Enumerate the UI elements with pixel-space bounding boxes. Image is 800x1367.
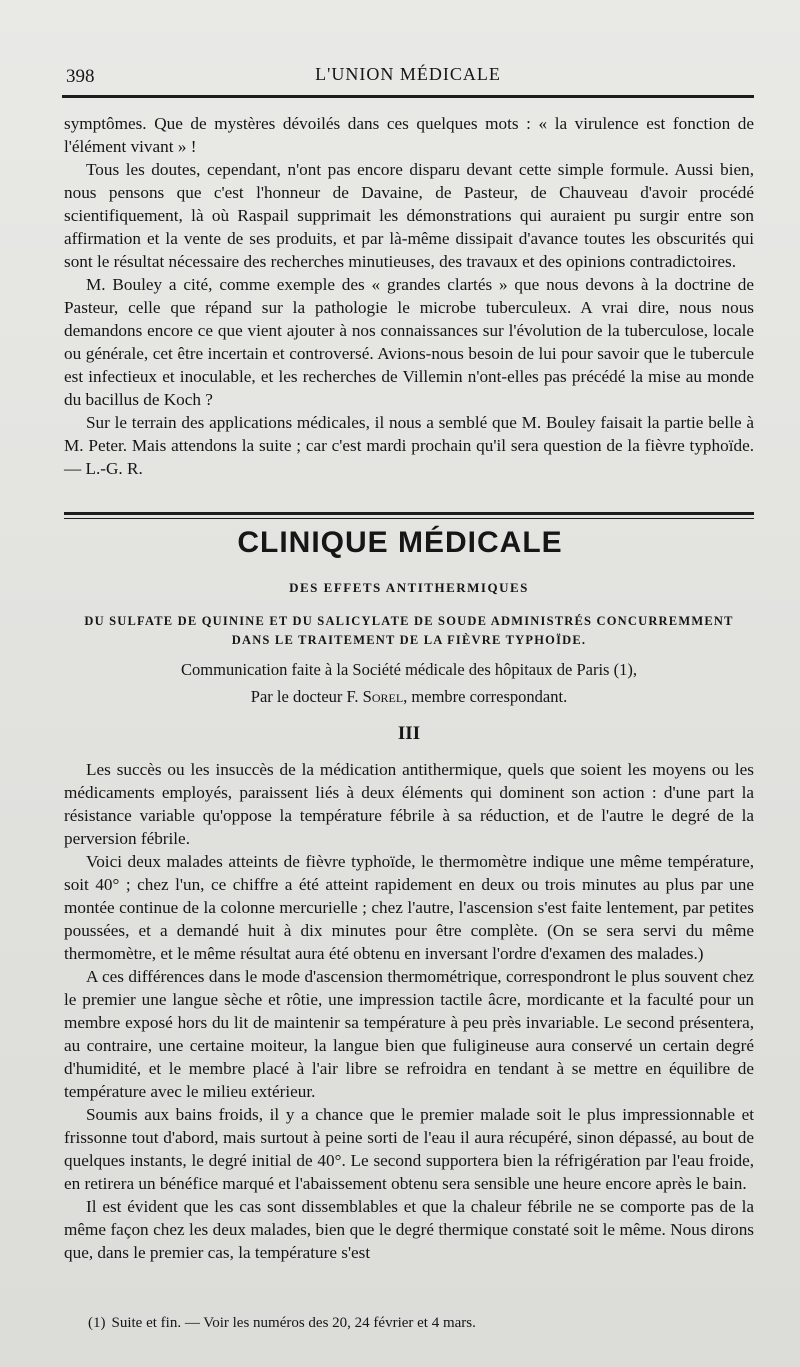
footnote-number: (1) (88, 1315, 106, 1331)
article-subtitle (64, 612, 754, 650)
page-number: 398 (66, 66, 95, 87)
author-suffix: , membre correspondant. (403, 687, 568, 706)
header-rule (62, 95, 754, 98)
article-subtitle-line: DU SULFATE DE QUININE ET DU SALICYLATE DE SOUDE ADMINISTRÉS CONCURREMMENT (84, 614, 734, 628)
article-title: DES EFFETS ANTITHERMIQUES (289, 580, 529, 595)
paragraph: Il est évident que les cas sont dissemblables et que la chaleur fébrile ne se comporte pas de la même façon chez les deux malades, bien que le degré thermique constaté soit le même. Nous dirons que, dans le premier cas, la température s'est (64, 1197, 754, 1262)
paragraph: Tous les doutes, cependant, n'ont pas encore disparu devant cette simple formule. Aussi bien, nous pensons que c'est l'honneur de Davaine, de Pasteur, de Chauveau d'avoir procédé scientifiquement, là où Raspail supprimait les démonstrations qui auraient pu surgir entre son affirmation et la vente de ses produits, et par là-même dissipait d'avance toutes les obscurités qui sont le résultat nécessaire des recherches minutieuses, des travaux et des opinions contradictoires. (64, 160, 754, 271)
footnote-text: Suite et fin. — Voir les numéros des 20, 24 février et 4 mars. (111, 1315, 476, 1331)
paragraph: M. Bouley a cité, comme exemple des « grandes clartés » que nous devons à la doctrine de Pasteur, celle que répand sur la pathologie le microbe tuberculeux. A vrai dire, nous nous demandons encore ce que vient ajouter à nos connaissances sur l'évolution de la tuberculose, locale ou générale, cet être incertain et controversé. Avions-nous besoin de lui pour savoir que le tubercule est infectieux et inoculable, et les recherches de Villemin n'ont-elles pas précédé la mise au monde du bacillus de Koch ? (64, 275, 754, 409)
paragraph: Voici deux malades atteints de fièvre typhoïde, le thermomètre indique une même température, soit 40° ; chez l'un, ce chiffre a été atteint rapidement en deux ou trois minutes au plus par une montée continue de la colonne mercurielle ; chez l'autre, l'ascension s'est faite lentement, par petites poussées, et a demandé huit à dix minutes pour être complète. (On se sera servi du même thermomètre, et le même résultat aura été obtenu en inversant l'ordre d'examen des malades.) (64, 852, 754, 963)
article-subtitle-line: DANS LE TRAITEMENT DE LA FIÈVRE TYPHOÏDE. (231, 633, 587, 647)
paragraph: Les succès ou les insuccès de la médication antithermique, quels que soient les moyens ou les médicaments employés, paraissent liés à deux éléments qui dominent son action : d'une part la résistance variable qu'oppose la température fébrile à sa réduction, et de l'autre le degré de la perversion fébrile. (64, 760, 754, 848)
section-separator-thick (64, 512, 754, 515)
running-head: L'UNION MÉDICALE (315, 64, 501, 84)
footnote (88, 1315, 748, 1332)
paragraph: symptômes. Que de mystères dévoilés dans ces quelques mots : « la virulence est fonction de l'élément vivant » ! (64, 114, 754, 156)
section-separator-thin (64, 518, 754, 519)
paragraph: Soumis aux bains froids, il y a chance que le premier malade soit le plus impressionnable et frissonne tout d'abord, mais surtout à peine sorti de l'eau il aura récupéré, sinon dépassé, au bout de quelques instants, le degré initial de 40°. Le second supportera bien la réfrigération par l'eau froide, en retirera un bénéfice marqué et l'abaissement obtenu sera sensible une heure encore après le bain. (64, 1105, 754, 1193)
part-number: III (397, 723, 421, 744)
author-prefix: Par le docteur F. (250, 687, 363, 706)
communication-note: Communication faite à la Société médicale des hôpitaux de Paris (1), (181, 660, 637, 679)
page-header (62, 58, 754, 98)
author-line (64, 687, 754, 707)
article-body (64, 758, 754, 1264)
paragraph: Sur le terrain des applications médicales, il nous a semblé que M. Bouley faisait la partie belle à M. Peter. Mais attendons la suite ; car c'est mardi prochain qu'il sera question de la fièvre typhoïde. — L.-G. R. (64, 413, 754, 478)
section-title: CLINIQUE MÉDICALE (237, 526, 563, 559)
paragraph: A ces différences dans le mode d'ascension thermométrique, correspondront le plus souvent chez le premier une langue sèche et rôtie, une impression tactile âcre, mordicante et la faculté pour un membre exposé hors du lit de maintenir sa température à peu près invariable. Le second présentera, au contraire, une certaine moiteur, la langue bien que fuligineuse aura conservé un certain degré d'humidité, et le membre placé à l'air libre se refroidra en tendant à se mettre en équilibre de température avec le milieu extérieur. (64, 967, 754, 1101)
author-name: Sorel (362, 687, 404, 706)
previous-article-end (64, 112, 754, 480)
